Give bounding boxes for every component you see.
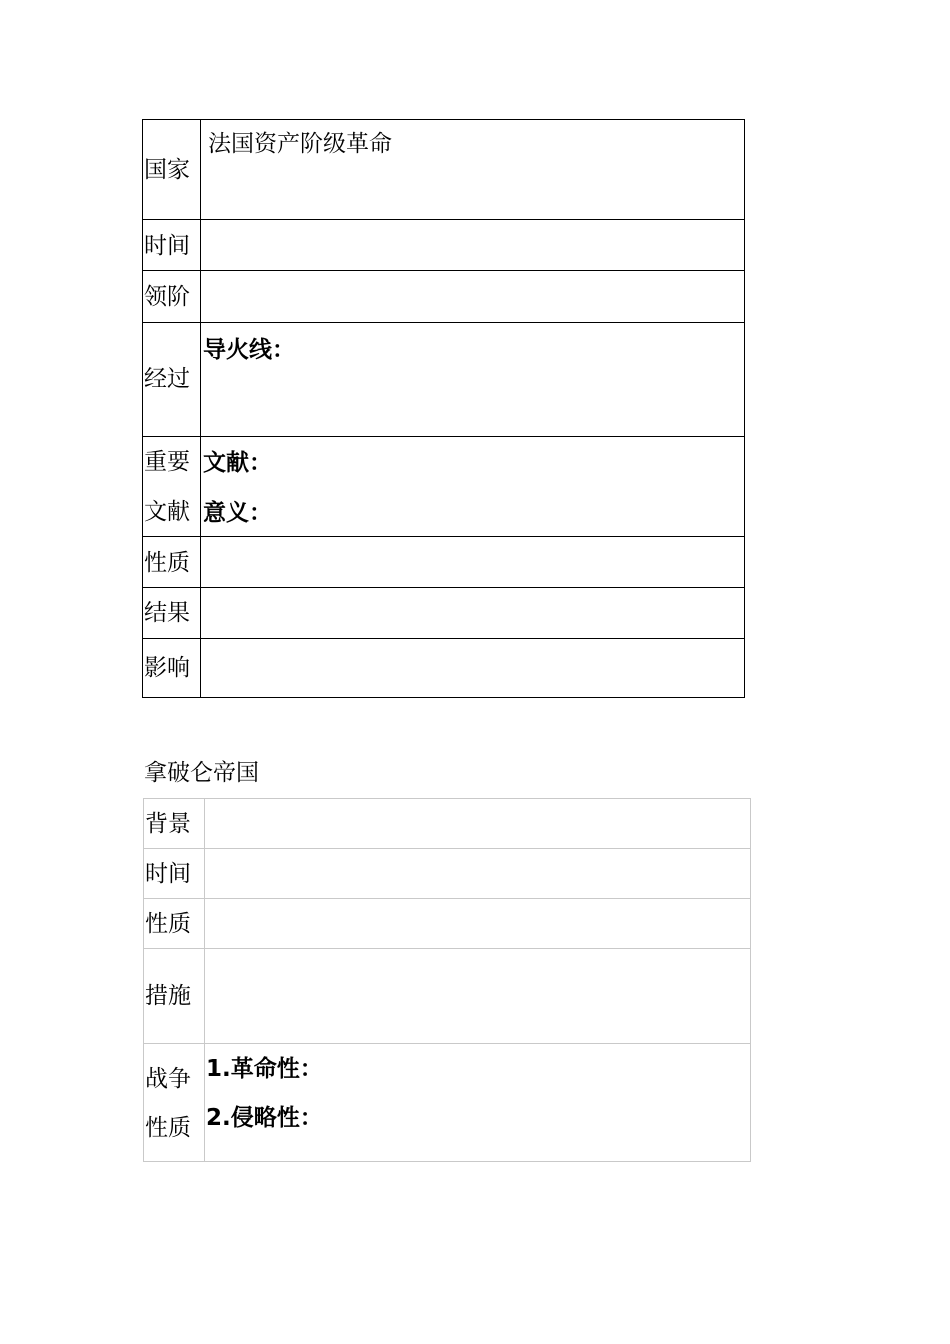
cell-text: 文献： bbox=[203, 450, 272, 476]
table-border bbox=[142, 587, 745, 588]
table-border bbox=[143, 798, 751, 799]
table-border bbox=[142, 638, 745, 639]
table-border bbox=[204, 798, 205, 1162]
row-label: 背景 bbox=[145, 811, 191, 837]
table-border bbox=[143, 948, 751, 949]
table-border bbox=[143, 1161, 751, 1162]
row-label: 重要 bbox=[144, 449, 190, 475]
table-border bbox=[750, 798, 751, 1162]
table-border bbox=[142, 436, 745, 437]
table-border bbox=[142, 119, 143, 698]
cell-text: 导火线： bbox=[203, 337, 295, 363]
row-label: 性质 bbox=[144, 550, 190, 576]
table-title: 法国资产阶级革命 bbox=[208, 131, 392, 157]
row-label: 影响 bbox=[144, 655, 190, 681]
section-heading: 拿破仑帝国 bbox=[144, 760, 259, 786]
table-border bbox=[143, 848, 751, 849]
table-border bbox=[744, 119, 745, 698]
row-label: 时间 bbox=[144, 233, 190, 259]
table-border bbox=[142, 536, 745, 537]
row-label: 文献 bbox=[144, 499, 190, 525]
table-border bbox=[142, 219, 745, 220]
row-label: 时间 bbox=[145, 861, 191, 887]
row-label: 领阶 bbox=[144, 284, 190, 310]
table-border bbox=[142, 119, 745, 120]
row-label: 性质 bbox=[145, 911, 191, 937]
row-label: 战争 bbox=[145, 1066, 191, 1092]
cell-text: 2.侵略性： bbox=[206, 1105, 323, 1131]
table-border bbox=[143, 898, 751, 899]
table-border bbox=[200, 119, 201, 698]
row-label: 性质 bbox=[145, 1115, 191, 1141]
table-border bbox=[142, 270, 745, 271]
cell-text: 意义： bbox=[203, 500, 272, 526]
cell-text: 1.革命性： bbox=[206, 1056, 323, 1082]
table-border bbox=[143, 798, 144, 1162]
row-label: 措施 bbox=[145, 983, 191, 1009]
row-label: 经过 bbox=[144, 366, 190, 392]
table-border bbox=[142, 322, 745, 323]
row-label: 国家 bbox=[144, 157, 190, 183]
table-border bbox=[143, 1043, 751, 1044]
table-border bbox=[142, 697, 745, 698]
row-label: 结果 bbox=[144, 600, 190, 626]
